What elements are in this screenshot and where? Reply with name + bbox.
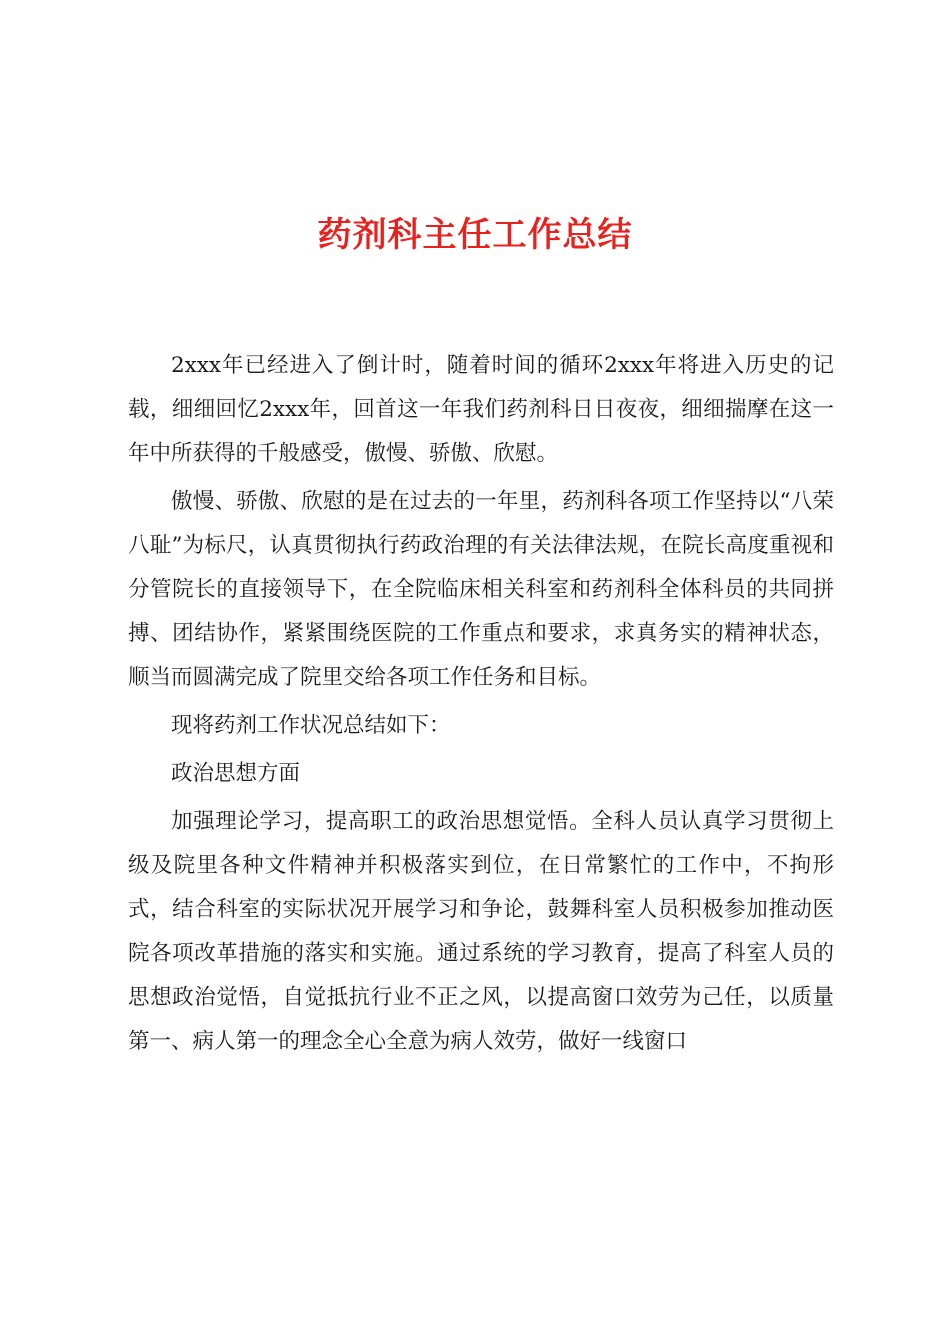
paragraph-political-study: 加强理论学习，提高职工的政治思想觉悟。全科人员认真学习贯彻上级及院里各种文件精神并积极落实到位，在日常繁忙的工作中，不拘形式，结合科室的实际状况开展学习和争论，鼓舞科室人员积极参加推动医院各项改革措施的落实和实施。通过系统的学习教育，提高了科室人员的思想政治觉悟，自觉抵抗行业不正之风，以提高窗口效劳为己任，以质量第一、病人第一的理念全心全意为病人效劳，做好一线窗口 bbox=[128, 809, 834, 1054]
paragraph-summary-lead: 现将药剂工作状况总结如下： bbox=[171, 713, 451, 738]
document-title: 药剂科主任工作总结 bbox=[317, 215, 633, 255]
document-body bbox=[128, 344, 834, 1064]
paragraph-achievements: 傲慢、骄傲、欣慰的是在过去的一年里，药剂科各项工作坚持以“八荣八耻”为标尺，认真贯彻执行药政治理的有关法律法规，在院长高度重视和分管院长的直接领导下，在全院临床相关科室和药剂科全体科员的共同拼搏、团结协作，紧紧围绕医院的工作重点和要求，求真务实的精神状态，顺当而圆满完成了院里交给各项工作任务和目标。 bbox=[128, 489, 834, 690]
paragraph-intro: 2xxx年已经进入了倒计时，随着时间的循环2xxx年将进入历史的记载，细细回忆2xxx年，回首这一年我们药剂科日日夜夜，细细揣摩在这一年中所获得的千般感受，傲慢、骄傲、欣慰。 bbox=[128, 353, 834, 466]
section-heading-political: 政治思想方面 bbox=[171, 761, 301, 786]
